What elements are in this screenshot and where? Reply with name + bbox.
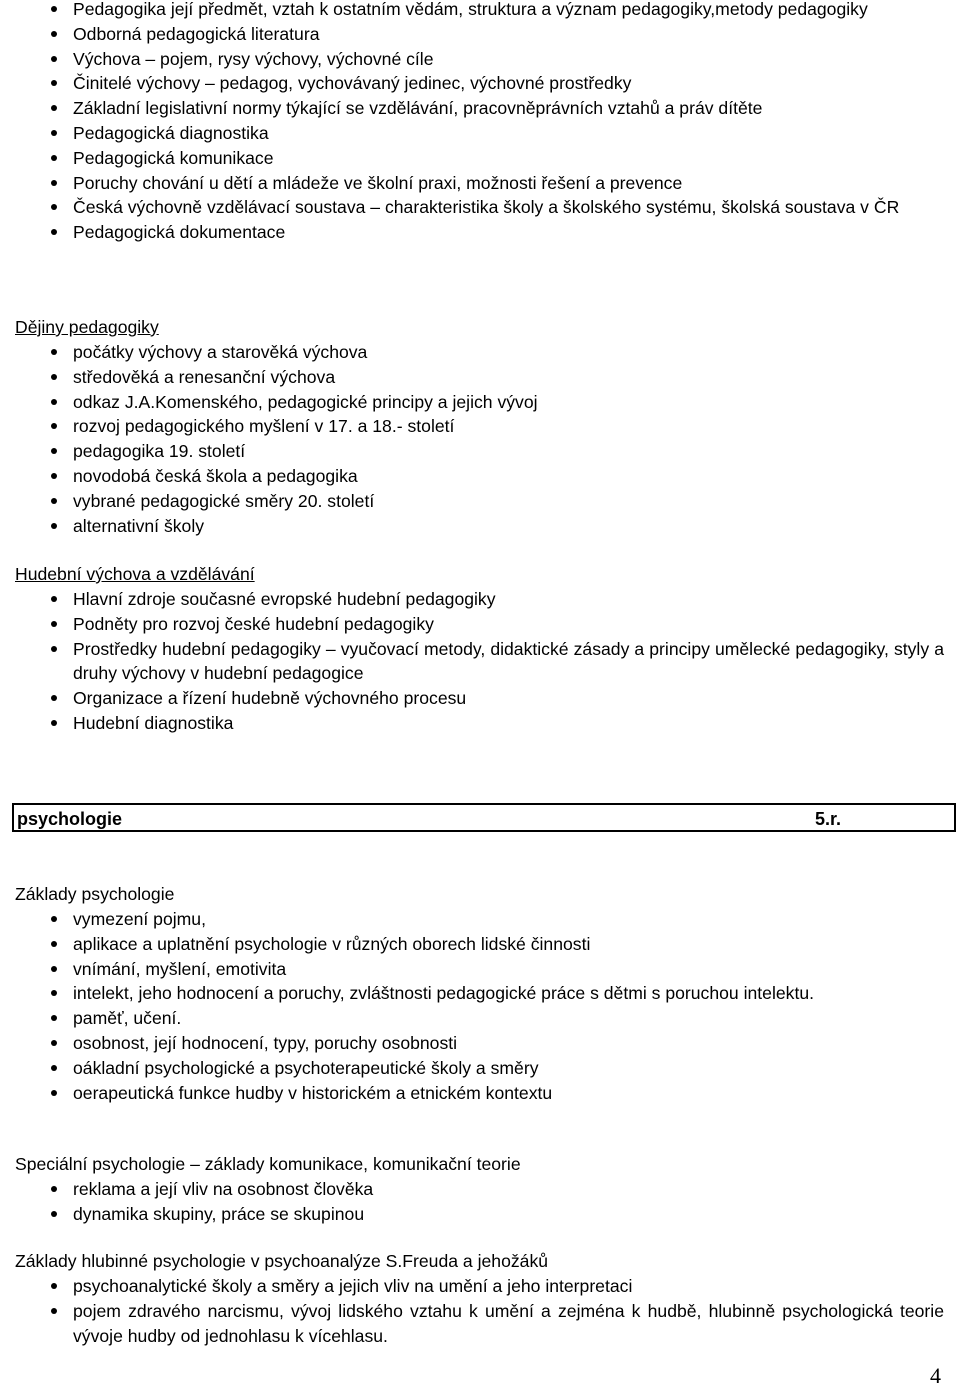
list-item: Pedagogická diagnostika xyxy=(0,121,944,146)
list-item: Výchova – pojem, rysy výchovy, výchovné cíle xyxy=(0,47,944,72)
list-item: reklama a její vliv na osobnost člověka xyxy=(0,1177,944,1202)
list-item: Podněty pro rozvoj české hudební pedagogiky xyxy=(0,612,944,637)
basics-heading: Základy psychologie xyxy=(15,884,175,904)
special-list xyxy=(0,1177,960,1227)
list-item: psychoanalytické školy a směry a jejich vliv na umění a jeho interpretaci xyxy=(0,1274,944,1299)
list-item: Hlavní zdroje současné evropské hudební pedagogiky xyxy=(0,587,944,612)
list-item: Hudební diagnostika xyxy=(0,711,944,736)
music-heading: Hudební výchova a vzdělávání xyxy=(15,564,255,584)
subject-year: 5.r. xyxy=(815,809,842,829)
list-item: Poruchy chování u dětí a mládeže ve školní praxi, možnosti řešení a prevence xyxy=(0,171,944,196)
list-item: vybrané pedagogické směry 20. století xyxy=(0,489,944,514)
list-item: pojem zdravého narcismu, vývoj lidského vztahu k umění a zejména k hudbě, hlubinně psychologická teorie vývoje hudby od jednohlasu k vícehlasu. xyxy=(0,1299,944,1349)
list-item: pedagogika 19. století xyxy=(0,439,944,464)
list-item: alternativní školy xyxy=(0,514,944,539)
list-item: vymezení pojmu, xyxy=(0,907,944,932)
depth-list xyxy=(0,1274,960,1348)
list-item: odkaz J.A.Komenského, pedagogické principy a jejich vývoj xyxy=(0,390,944,415)
list-item: vnímání, myšlení, emotivita xyxy=(0,957,944,982)
music-list xyxy=(0,587,960,736)
list-item: intelekt, jeho hodnocení a poruchy, zvláštnosti pedagogické práce s dětmi s poruchou intelektu. xyxy=(0,981,944,1006)
list-item: Činitelé výchovy – pedagog, vychovávaný jedinec, výchovné prostředky xyxy=(0,71,944,96)
depth-heading: Základy hlubinné psychologie v psychoanalýze S.Freuda a jehožáků xyxy=(15,1251,549,1271)
page-number: 4 xyxy=(930,1363,941,1388)
list-item: dynamika skupiny, práce se skupinou xyxy=(0,1202,944,1227)
list-item: Pedagogická dokumentace xyxy=(0,220,944,245)
history-list xyxy=(0,340,960,538)
list-item: Prostředky hudební pedagogiky – vyučovací metody, didaktické zásady a principy umělecké pedagogiky, styly a druhy výchovy v hudební pedagogice xyxy=(0,637,944,687)
list-item: počátky výchovy a starověká výchova xyxy=(0,340,944,365)
list-item: oákladní psychologické a psychoterapeutické školy a směry xyxy=(0,1056,944,1081)
list-item: paměť, učení. xyxy=(0,1006,944,1031)
list-item: Pedagogická komunikace xyxy=(0,146,944,171)
list-item: aplikace a uplatnění psychologie v různých oborech lidské činnosti xyxy=(0,932,944,957)
list-item: novodobá česká škola a pedagogika xyxy=(0,464,944,489)
subject-header-box xyxy=(12,803,956,832)
basics-list xyxy=(0,907,960,1105)
special-heading: Speciální psychologie – základy komunikace, komunikační teorie xyxy=(15,1154,521,1174)
list-item: Česká výchovně vzdělávací soustava – charakteristika školy a školského systému, školská soustava v ČR xyxy=(0,195,944,220)
list-item: Odborná pedagogická literatura xyxy=(0,22,944,47)
list-item: rozvoj pedagogického myšlení v 17. a 18.- století xyxy=(0,414,944,439)
list-item: středověká a renesanční výchova xyxy=(0,365,944,390)
list-item: osobnost, její hodnocení, typy, poruchy osobnosti xyxy=(0,1031,944,1056)
list-item: Základní legislativní normy týkající se vzdělávání, pracovněprávních vztahů a práv dítěte xyxy=(0,96,944,121)
pedagogy-topics-list xyxy=(0,0,960,245)
list-item: oerapeutická funkce hudby v historickém a etnickém kontextu xyxy=(0,1081,944,1106)
history-heading: Dějiny pedagogiky xyxy=(15,317,159,337)
list-item: Pedagogika její předmět, vztah k ostatním vědám, struktura a význam pedagogiky,metody pedagogiky xyxy=(0,0,944,22)
list-item: Organizace a řízení hudebně výchovného procesu xyxy=(0,686,944,711)
subject-name: psychologie xyxy=(17,809,123,829)
